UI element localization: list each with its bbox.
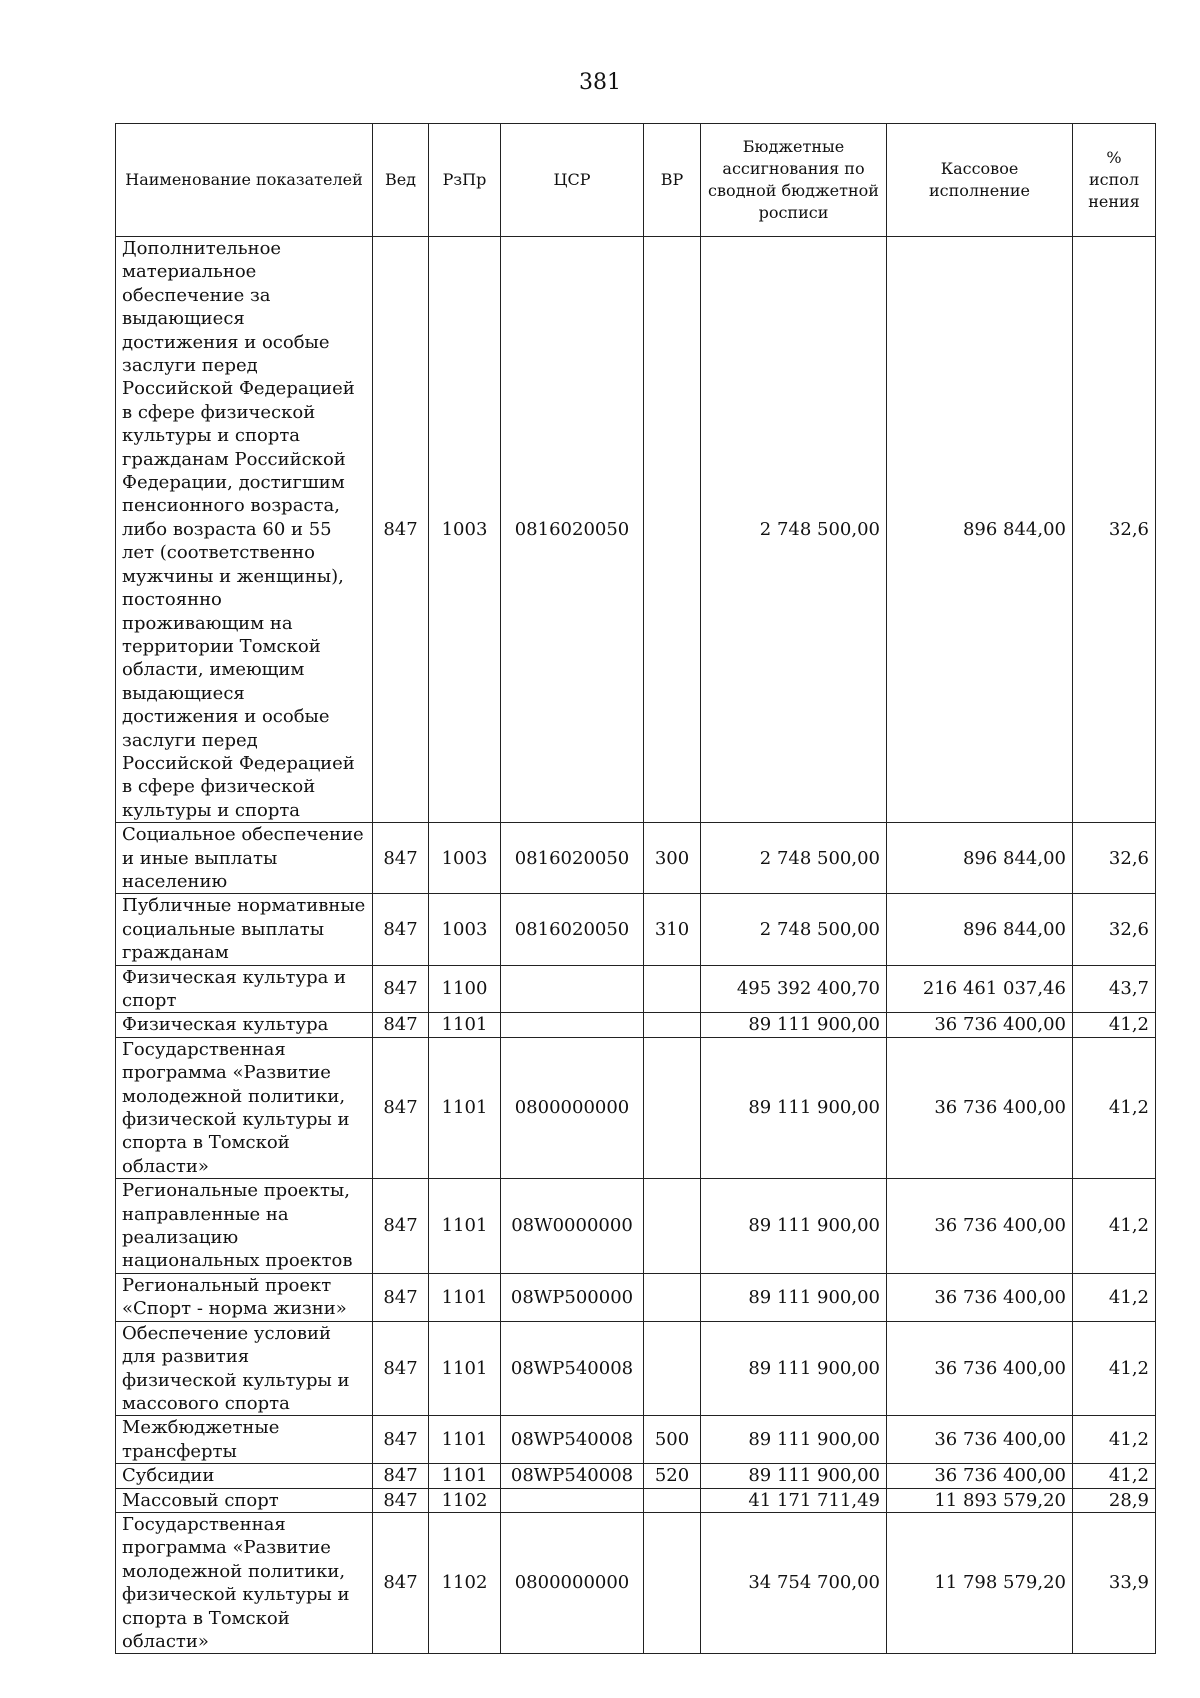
cell-ved: 847 — [373, 1013, 429, 1037]
cell-ved: 847 — [373, 1464, 429, 1488]
table-row — [116, 894, 1156, 965]
cell-cash: 36 736 400,00 — [887, 1416, 1073, 1464]
table-row — [116, 1464, 1156, 1488]
cell-rzpr: 1102 — [429, 1488, 501, 1512]
cell-vr: 300 — [644, 823, 701, 894]
cell-budget: 89 111 900,00 — [701, 1013, 887, 1037]
cell-percent: 41,2 — [1073, 1416, 1156, 1464]
cell-percent: 41,2 — [1073, 1037, 1156, 1178]
cell-csr: 0816020050 — [501, 237, 644, 823]
table-row — [116, 1037, 1156, 1178]
table-row — [116, 823, 1156, 894]
cell-name: Региональный проект «Спорт - норма жизни» — [116, 1273, 373, 1321]
cell-budget: 89 111 900,00 — [701, 1464, 887, 1488]
cell-cash: 11 798 579,20 — [887, 1512, 1073, 1653]
cell-name: Субсидии — [116, 1464, 373, 1488]
cell-name: Массовый спорт — [116, 1488, 373, 1512]
cell-vr — [644, 237, 701, 823]
table-row — [116, 1321, 1156, 1416]
cell-csr: 08WP500000 — [501, 1273, 644, 1321]
cell-cash: 36 736 400,00 — [887, 1464, 1073, 1488]
cell-cash: 36 736 400,00 — [887, 1273, 1073, 1321]
cell-name: Региональные проекты, направленные на реализацию национальных проектов — [116, 1179, 373, 1274]
cell-csr: 08WP540008 — [501, 1321, 644, 1416]
cell-vr — [644, 1321, 701, 1416]
header-budget: Бюджетные ассигнования по сводной бюджетной росписи — [701, 124, 887, 237]
header-percent: % испол нения — [1073, 124, 1156, 237]
cell-cash: 216 461 037,46 — [887, 965, 1073, 1013]
cell-rzpr: 1101 — [429, 1321, 501, 1416]
cell-percent: 32,6 — [1073, 894, 1156, 965]
cell-csr: 0816020050 — [501, 823, 644, 894]
cell-rzpr: 1101 — [429, 1273, 501, 1321]
cell-ved: 847 — [373, 1273, 429, 1321]
cell-name: Социальное обеспечение и иные выплаты населению — [116, 823, 373, 894]
header-vr: ВР — [644, 124, 701, 237]
cell-rzpr: 1101 — [429, 1464, 501, 1488]
cell-rzpr: 1101 — [429, 1416, 501, 1464]
cell-rzpr: 1101 — [429, 1179, 501, 1274]
cell-name: Дополнительное материальное обеспечение за выдающиеся достижения и особые заслуги перед Российской Федерацией в сфере физической культуры и спорта гражданам Российской Федерации, достигшим пенсионного возраста, либо возраста 60 и 55 лет (соответственно мужчины и женщины), постоянно проживающим на территории Томской области, имеющим выдающиеся достижения и особые заслуги перед Российской Федерацией в сфере физической культуры и спорта — [116, 237, 373, 823]
cell-ved: 847 — [373, 823, 429, 894]
cell-name: Государственная программа «Развитие молодежной политики, физической культуры и спорта в Томской области» — [116, 1037, 373, 1178]
budget-execution-table — [115, 123, 1156, 1654]
cell-ved: 847 — [373, 1037, 429, 1178]
cell-vr: 310 — [644, 894, 701, 965]
table-row — [116, 1273, 1156, 1321]
header-name: Наименование показателей — [116, 124, 373, 237]
cell-name: Обеспечение условий для развития физической культуры и массового спорта — [116, 1321, 373, 1416]
cell-cash: 11 893 579,20 — [887, 1488, 1073, 1512]
cell-budget: 34 754 700,00 — [701, 1512, 887, 1653]
page-number: 381 — [579, 70, 621, 95]
cell-rzpr: 1102 — [429, 1512, 501, 1653]
cell-csr: 0800000000 — [501, 1512, 644, 1653]
cell-percent: 41,2 — [1073, 1464, 1156, 1488]
cell-name: Межбюджетные трансферты — [116, 1416, 373, 1464]
cell-budget: 2 748 500,00 — [701, 894, 887, 965]
table-header-row — [116, 124, 1156, 237]
cell-percent: 41,2 — [1073, 1013, 1156, 1037]
cell-percent: 41,2 — [1073, 1321, 1156, 1416]
cell-cash: 36 736 400,00 — [887, 1321, 1073, 1416]
table-row — [116, 1013, 1156, 1037]
table-row — [116, 1488, 1156, 1512]
cell-cash: 896 844,00 — [887, 823, 1073, 894]
header-ved: Вед — [373, 124, 429, 237]
cell-rzpr: 1003 — [429, 894, 501, 965]
table-row — [116, 237, 1156, 823]
cell-vr — [644, 1273, 701, 1321]
cell-name: Физическая культура и спорт — [116, 965, 373, 1013]
table-row — [116, 1512, 1156, 1653]
cell-vr: 500 — [644, 1416, 701, 1464]
cell-vr — [644, 1179, 701, 1274]
cell-rzpr: 1101 — [429, 1037, 501, 1178]
table-body — [116, 237, 1156, 1654]
cell-ved: 847 — [373, 1512, 429, 1653]
cell-rzpr: 1003 — [429, 823, 501, 894]
cell-percent: 32,6 — [1073, 237, 1156, 823]
cell-csr: 08W0000000 — [501, 1179, 644, 1274]
cell-rzpr: 1003 — [429, 237, 501, 823]
cell-csr — [501, 1013, 644, 1037]
header-csr: ЦСР — [501, 124, 644, 237]
cell-ved: 847 — [373, 1179, 429, 1274]
cell-ved: 847 — [373, 894, 429, 965]
cell-vr — [644, 1488, 701, 1512]
cell-percent: 33,9 — [1073, 1512, 1156, 1653]
cell-percent: 41,2 — [1073, 1179, 1156, 1274]
cell-ved: 847 — [373, 965, 429, 1013]
table-row — [116, 965, 1156, 1013]
cell-name: Государственная программа «Развитие молодежной политики, физической культуры и спорта в Томской области» — [116, 1512, 373, 1653]
cell-percent: 32,6 — [1073, 823, 1156, 894]
cell-budget: 41 171 711,49 — [701, 1488, 887, 1512]
cell-ved: 847 — [373, 1416, 429, 1464]
cell-cash: 896 844,00 — [887, 894, 1073, 965]
cell-csr — [501, 965, 644, 1013]
cell-cash: 36 736 400,00 — [887, 1179, 1073, 1274]
cell-csr: 0800000000 — [501, 1037, 644, 1178]
header-cash: Кассовое исполнение — [887, 124, 1073, 237]
cell-vr — [644, 1037, 701, 1178]
cell-budget: 89 111 900,00 — [701, 1179, 887, 1274]
cell-ved: 847 — [373, 237, 429, 823]
cell-csr: 0816020050 — [501, 894, 644, 965]
cell-budget: 89 111 900,00 — [701, 1037, 887, 1178]
cell-percent: 43,7 — [1073, 965, 1156, 1013]
cell-percent: 41,2 — [1073, 1273, 1156, 1321]
cell-budget: 2 748 500,00 — [701, 823, 887, 894]
cell-name: Физическая культура — [116, 1013, 373, 1037]
cell-vr: 520 — [644, 1464, 701, 1488]
cell-vr — [644, 1512, 701, 1653]
cell-budget: 89 111 900,00 — [701, 1273, 887, 1321]
cell-vr — [644, 1013, 701, 1037]
cell-rzpr: 1101 — [429, 1013, 501, 1037]
cell-csr: 08WP540008 — [501, 1416, 644, 1464]
cell-vr — [644, 965, 701, 1013]
cell-budget: 89 111 900,00 — [701, 1321, 887, 1416]
cell-rzpr: 1100 — [429, 965, 501, 1013]
cell-csr: 08WP540008 — [501, 1464, 644, 1488]
cell-csr — [501, 1488, 644, 1512]
table-row — [116, 1179, 1156, 1274]
cell-budget: 495 392 400,70 — [701, 965, 887, 1013]
cell-budget: 2 748 500,00 — [701, 237, 887, 823]
table-row — [116, 1416, 1156, 1464]
cell-budget: 89 111 900,00 — [701, 1416, 887, 1464]
cell-percent: 28,9 — [1073, 1488, 1156, 1512]
cell-cash: 36 736 400,00 — [887, 1037, 1073, 1178]
cell-ved: 847 — [373, 1321, 429, 1416]
header-rzpr: РзПр — [429, 124, 501, 237]
cell-cash: 36 736 400,00 — [887, 1013, 1073, 1037]
cell-name: Публичные нормативные социальные выплаты гражданам — [116, 894, 373, 965]
cell-cash: 896 844,00 — [887, 237, 1073, 823]
cell-ved: 847 — [373, 1488, 429, 1512]
